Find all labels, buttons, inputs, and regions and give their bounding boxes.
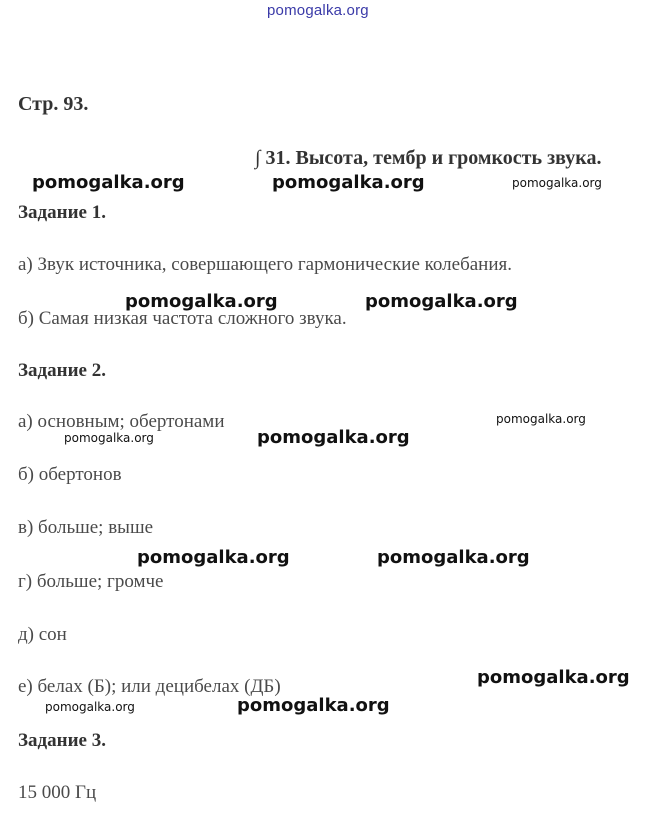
- site-header-link[interactable]: pomogalka.org: [267, 2, 369, 19]
- task-1-answer-a: а) Звук источника, совершающего гармонические колебания.: [18, 254, 513, 275]
- task-1-heading: Задание 1.: [18, 202, 106, 223]
- watermark: pomogalka.org: [125, 291, 278, 312]
- watermark: pomogalka.org: [64, 431, 154, 445]
- task-2-heading: Задание 2.: [18, 360, 106, 381]
- section-title: ∫ 31. Высота, тембр и громкость звука.: [255, 147, 602, 169]
- watermark: pomogalka.org: [272, 172, 425, 193]
- task-3-heading: Задание 3.: [18, 730, 106, 751]
- watermark: pomogalka.org: [32, 172, 185, 193]
- watermark: pomogalka.org: [137, 547, 290, 568]
- watermark: pomogalka.org: [496, 412, 586, 426]
- watermark: pomogalka.org: [257, 427, 410, 448]
- page-number: Стр. 93.: [18, 93, 89, 115]
- watermark: pomogalka.org: [512, 176, 602, 190]
- task-3-answer: 15 000 Гц: [18, 782, 97, 803]
- task-2-answer-c: в) больше; выше: [18, 517, 154, 538]
- task-2-answer-e: д) сон: [18, 624, 67, 645]
- watermark: pomogalka.org: [45, 700, 135, 714]
- watermark: pomogalka.org: [477, 667, 630, 688]
- watermark: pomogalka.org: [365, 291, 518, 312]
- watermark: pomogalka.org: [377, 547, 530, 568]
- task-2-answer-a: а) основным; обертонами: [18, 411, 225, 432]
- task-2-answer-f: е) белах (Б); или децибелах (ДБ): [18, 676, 281, 697]
- watermark: pomogalka.org: [237, 695, 390, 716]
- task-1-answer-b: б) Самая низкая частота сложного звука.: [18, 308, 347, 329]
- task-2-answer-d: г) больше; громче: [18, 571, 164, 592]
- task-2-answer-b: б) обертонов: [18, 464, 122, 485]
